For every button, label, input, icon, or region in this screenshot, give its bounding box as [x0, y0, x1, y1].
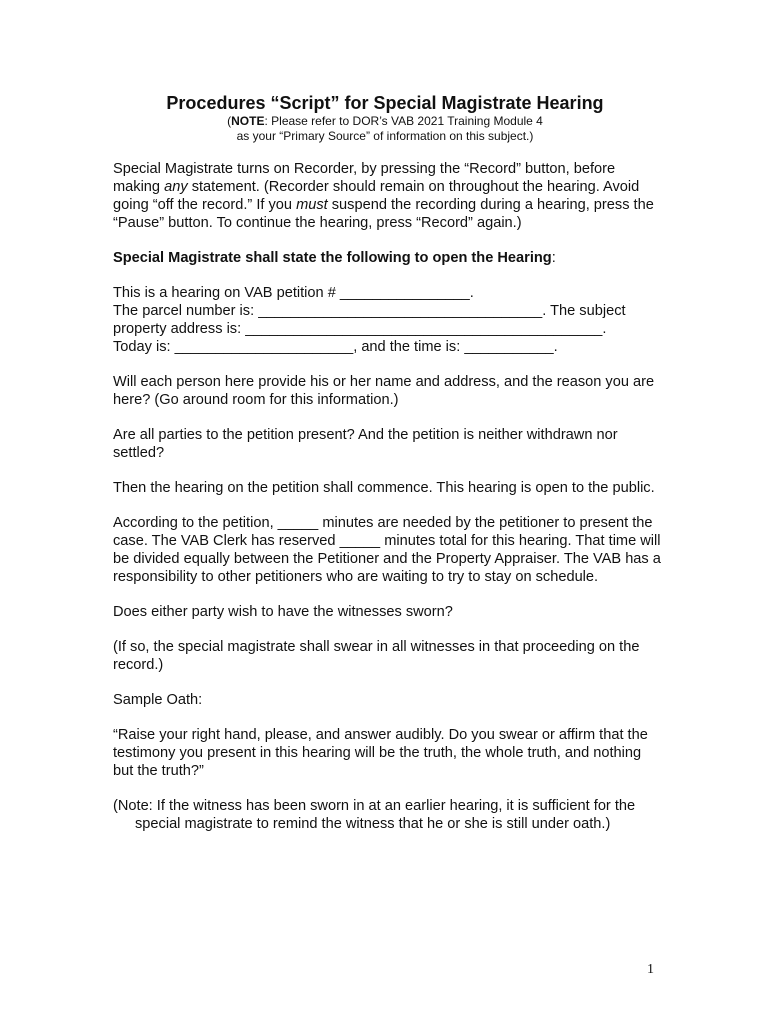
hearing-fields [113, 284, 661, 356]
page-number: 1 [647, 962, 654, 977]
source-note-line-1 [0, 114, 770, 129]
witness-note: (Note: If the witness has been sworn in at an earlier hearing, it is sufficient for the special magistrate to remind the witness that he or she is still under oath.) [113, 798, 636, 832]
recorder-emphasis-must: must [296, 197, 328, 213]
minutes-paragraph: According to the petition, _____ minutes are needed by the petitioner to present the case. The VAB Clerk has reserved _____ minutes total for this hearing. That time will be divided equally between the Petitioner and the Property Appraiser. The VAB has a responsibility to other petitioners who are waiting to try to stay on schedule. [113, 515, 661, 585]
opening-heading [113, 249, 661, 267]
recorder-text-3: suspend the recording during a hearing, press the “Pause” button. To continue the hearing, press “Record” again.) [113, 197, 654, 231]
document-body [113, 160, 661, 850]
opening-heading-colon: : [551, 250, 556, 266]
field-parcel-number: The parcel number is: ___________________________________. The subject [113, 303, 626, 319]
parties-paragraph: Are all parties to the petition present? And the petition is neither withdrawn nor settled? [113, 427, 618, 461]
source-note-line-2: as your “Primary Source” of information on this subject.) [236, 129, 534, 143]
note-label: NOTE [231, 114, 265, 128]
recorder-emphasis-any: any [164, 179, 188, 195]
recorder-instructions [113, 160, 661, 232]
sworn-question: Does either party wish to have the witnesses sworn? [113, 604, 453, 620]
note-text: : Please refer to DOR’s VAB 2021 Training Module 4 [264, 114, 543, 128]
recorder-text-2: statement. (Recorder should remain on throughout the hearing. Avoid going “off the record.” If you [113, 179, 640, 213]
field-property-address: property address is: ____________________________________________. [113, 321, 607, 337]
swear-instruction: (If so, the special magistrate shall swear in all witnesses in that proceeding on the record.) [113, 639, 640, 673]
sample-oath-label: Sample Oath: [113, 692, 203, 708]
document-title: Procedures “Script” for Special Magistrate Hearing [166, 93, 604, 113]
recorder-text-1: Special Magistrate turns on Recorder, by pressing the “Record” button, before making [113, 161, 616, 195]
field-date-time: Today is: ______________________, and the time is: ___________. [113, 339, 558, 355]
source-note [0, 114, 770, 144]
note-open-paren: ( [227, 114, 232, 128]
field-petition-number: This is a hearing on VAB petition # ________________. [113, 285, 474, 301]
names-paragraph: Will each person here provide his or her name and address, and the reason you are here? (Go around room for this information.) [113, 374, 655, 408]
opening-heading-text: Special Magistrate shall state the following to open the Hearing [113, 250, 552, 266]
commence-paragraph: Then the hearing on the petition shall commence. This hearing is open to the public. [113, 480, 655, 496]
oath-text: “Raise your right hand, please, and answer audibly. Do you swear or affirm that the testimony you present in this hearing will be the truth, the whole truth, and nothing but the truth?” [113, 727, 648, 779]
